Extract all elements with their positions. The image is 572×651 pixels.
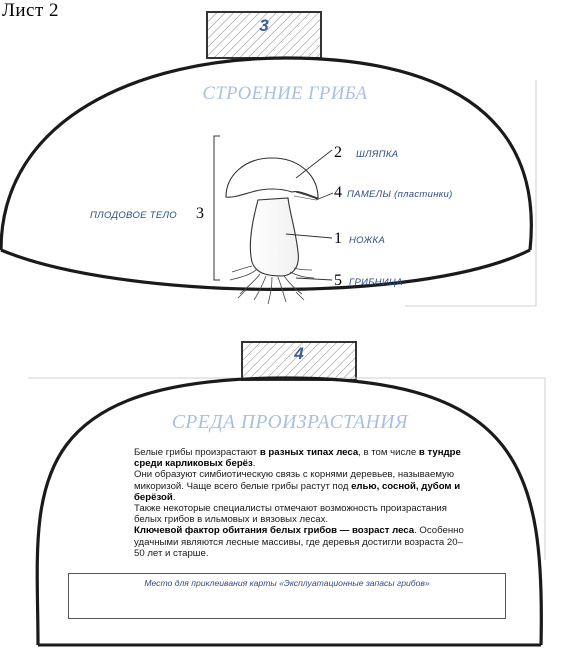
part-number-cap: 2: [334, 144, 342, 161]
sheet-label: Лист 2: [2, 0, 60, 21]
habitat-text-bold: Ключевой фактор обитания белых грибов — возраст леса: [134, 525, 415, 537]
part-number-gills: 4: [334, 184, 342, 201]
habitat-text-span: Также некоторые специалисты отмечают возможность произрастания белых грибов в ильмовых и вязовых лесах.: [134, 503, 447, 526]
part-label-gills: ПАМЕЛЫ (пластинки): [347, 189, 453, 200]
habitat-text: [134, 447, 464, 559]
part-number-mycelium: 5: [334, 272, 342, 289]
habitat-text-span: , в том числе: [358, 447, 419, 458]
habitat-paragraph: [134, 503, 464, 525]
card2-title: СРЕДА ПРОИЗРАСТАНИЯ: [171, 412, 409, 433]
habitat-text-bold: в разных типах леса: [259, 447, 359, 458]
habitat-text-span: .: [172, 491, 176, 503]
fruit-body-label: ПЛОДОВОЕ ТЕЛО: [90, 210, 177, 221]
habitat-text-span: Белые грибы произрастают: [134, 447, 260, 458]
card1-number: 3: [259, 16, 269, 35]
card2-number: 4: [294, 344, 304, 363]
habitat-text-bold: елью, сосной, дубом и берёзой: [134, 480, 461, 503]
habitat-paragraph: [134, 525, 464, 559]
part-label-cap: ШЛЯПКА: [356, 149, 399, 160]
card1-title: СТРОЕНИЕ ГРИБА: [202, 84, 368, 104]
habitat-text-span: . Особенно удачными являются лесные массивы, где деревья достигли возраста 20–50 лет и старше.: [134, 525, 464, 559]
fruit-body-number: 3: [196, 205, 204, 222]
part-label-stem: НОЖКА: [349, 235, 386, 246]
map-paste-label: Место для приклеивания карты «Эксплуатационные запасы грибов»: [144, 578, 430, 588]
habitat-paragraph: [134, 447, 464, 469]
habitat-paragraph: [134, 469, 464, 503]
habitat-text-bold: в тундре среди карликовых берёз: [134, 447, 461, 470]
habitat-text-span: Они образуют симбиотическую связь с корнями деревьев, называемую микоризой. Чаще всего белые грибы растут под: [134, 469, 455, 492]
part-label-mycelium: ГРИБНИЦА: [349, 277, 403, 288]
habitat-text-span: .: [252, 458, 256, 470]
part-number-stem: 1: [334, 230, 342, 247]
